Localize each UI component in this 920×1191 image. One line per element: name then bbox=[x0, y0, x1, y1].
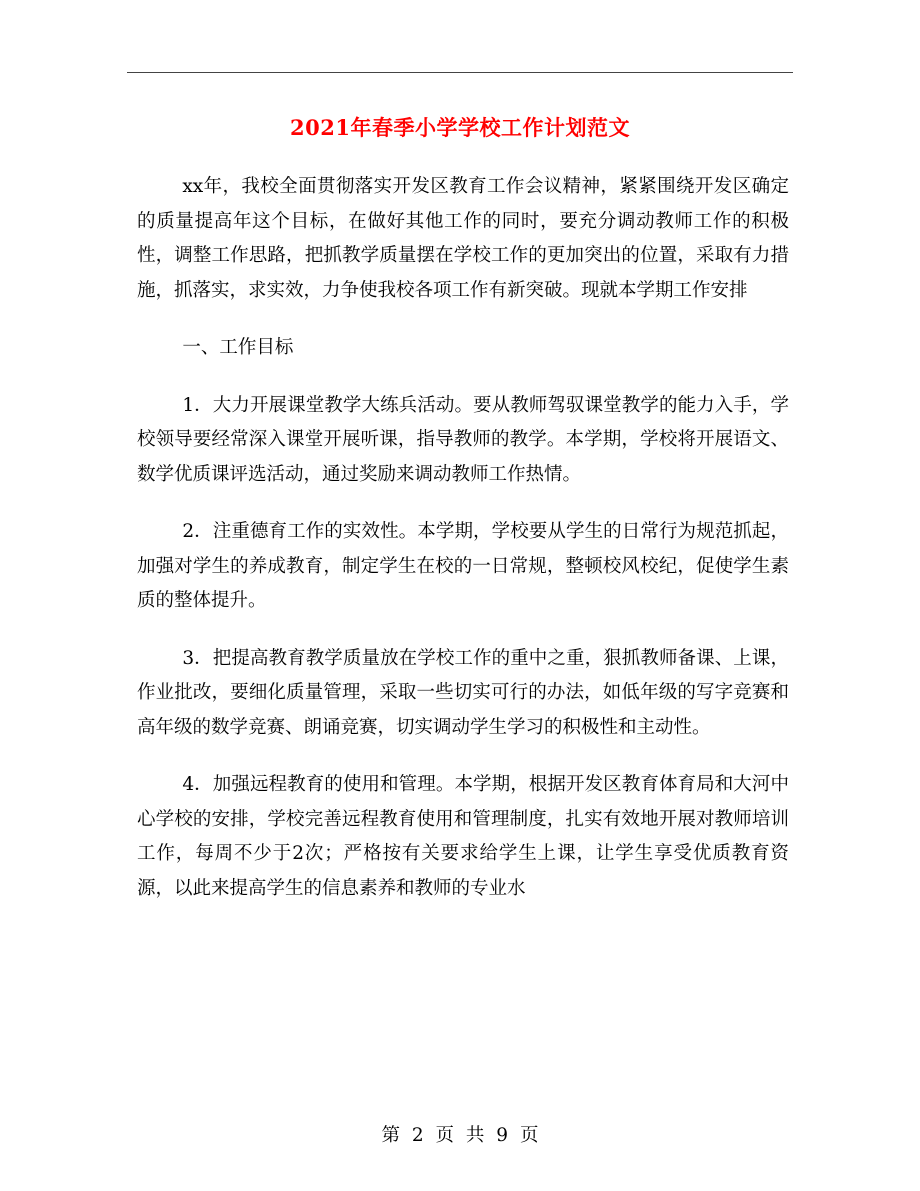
page-number-footer: 第 2 页 共 9 页 bbox=[381, 1125, 539, 1146]
header-rule bbox=[127, 72, 793, 73]
goal-item-3: 3．把提高教育教学质量放在学校工作的重中之重，狠抓教师备课、上课，作业批改，要细化质量管理，采取一些切实可行的办法，如低年级的写字竞赛和高年级的数学竞赛、朗诵竞赛，切实调动学生学习的积极性和主动性。 bbox=[137, 647, 789, 738]
goal-item-2: 2．注重德育工作的实效性。本学期，学校要从学生的日常行为规范抓起，加强对学生的养成教育，制定学生在校的一日常规，整顿校风校纪，促使学生素质的整体提升。 bbox=[137, 521, 789, 611]
goal-item-4: 4．加强远程教育的使用和管理。本学期，根据开发区教育体育局和大河中心学校的安排，学校完善远程教育使用和管理制度，扎实有效地开展对教师培训工作，每周不少于2次；严格按有关要求给学生上课，让学生享受优质教育资源，以此来提高学生的信息素养和教师的专业水 bbox=[137, 774, 789, 899]
document-body bbox=[137, 170, 789, 929]
goal-item-1: 1．大力开展课堂教学大练兵活动。要从教师驾驭课堂教学的能力入手，学校领导要经常深入课堂开展听课，指导教师的教学。本学期，学校将开展语文、数学优质课评选活动，通过奖励来调动教师工作热情。 bbox=[137, 394, 789, 485]
intro-paragraph: xx年，我校全面贯彻落实开发区教育工作会议精神，紧紧围绕开发区确定的质量提高年这个目标，在做好其他工作的同时，要充分调动教师工作的积极性，调整工作思路，把抓教学质量摆在学校工作的更加突出的位置，采取有力措施，抓落实，求实效，力争使我校各项工作有新突破。现就本学期工作安排 bbox=[137, 176, 789, 301]
document-title: 2021年春季小学学校工作计划范文 bbox=[290, 115, 630, 140]
section-heading-goals: 一、工作目标 bbox=[182, 337, 294, 358]
